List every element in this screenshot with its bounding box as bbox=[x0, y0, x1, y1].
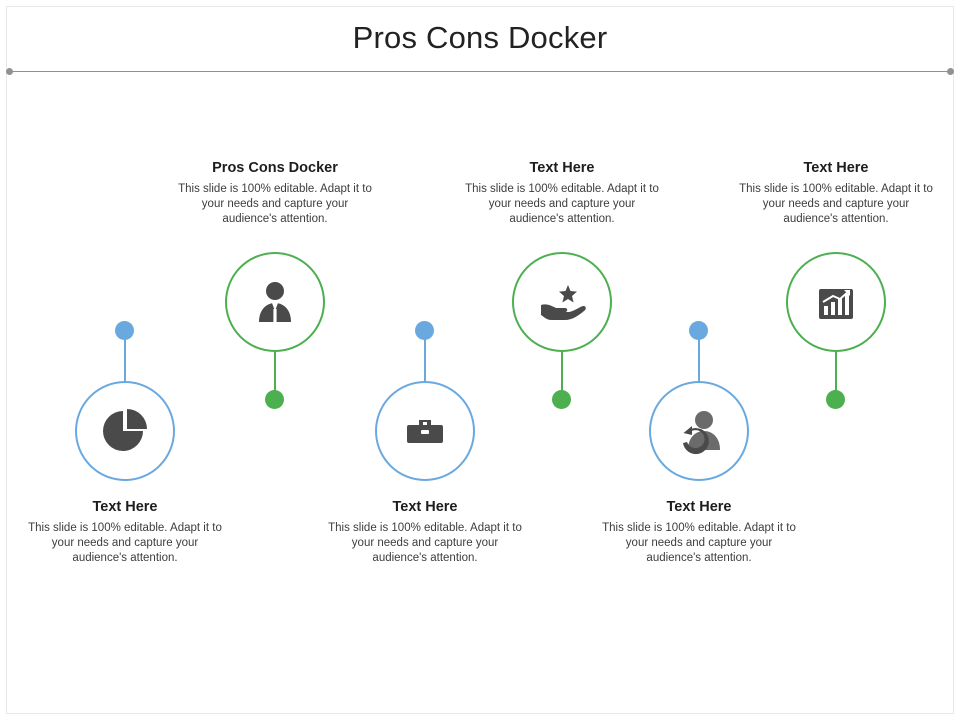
pie-chart-icon bbox=[98, 404, 152, 458]
node-4-body: This slide is 100% editable. Adapt it to your needs and capture your audience's attention. bbox=[465, 183, 659, 225]
node-1-icon-circle[interactable] bbox=[75, 381, 175, 481]
node-2-stem bbox=[274, 352, 276, 394]
node-6-body: This slide is 100% editable. Adapt it to your needs and capture your audience's attention. bbox=[739, 183, 933, 225]
node-5-stem bbox=[698, 339, 700, 381]
node-6-dot bbox=[826, 390, 845, 409]
node-6-stem bbox=[835, 352, 837, 394]
node-3-body: This slide is 100% editable. Adapt it to your needs and capture your audience's attention. bbox=[328, 522, 522, 564]
bar-chart-growth-icon bbox=[810, 276, 862, 328]
node-4-heading: Text Here bbox=[529, 160, 595, 176]
user-profile-icon bbox=[249, 276, 301, 328]
node-3-text bbox=[310, 499, 540, 566]
node-1-body: This slide is 100% editable. Adapt it to your needs and capture your audience's attention. bbox=[28, 522, 222, 564]
node-2-text bbox=[160, 160, 390, 227]
header-divider bbox=[10, 71, 950, 72]
node-3-stem bbox=[424, 339, 426, 381]
node-5-text bbox=[584, 499, 814, 566]
user-refresh-icon bbox=[672, 404, 726, 458]
node-2-heading: Pros Cons Docker bbox=[212, 160, 338, 176]
slide-border bbox=[6, 6, 954, 714]
node-6-text bbox=[721, 160, 951, 227]
node-6-heading: Text Here bbox=[803, 160, 869, 176]
node-1-text bbox=[10, 499, 240, 566]
node-1-heading: Text Here bbox=[92, 499, 158, 515]
node-2-icon-circle[interactable] bbox=[225, 252, 325, 352]
node-3-heading: Text Here bbox=[392, 499, 458, 515]
node-5-body: This slide is 100% editable. Adapt it to your needs and capture your audience's attention. bbox=[602, 522, 796, 564]
node-5-heading: Text Here bbox=[666, 499, 732, 515]
node-5-dot bbox=[689, 321, 708, 340]
hand-star-icon bbox=[535, 275, 589, 329]
node-4-dot bbox=[552, 390, 571, 409]
page-title: Pros Cons Docker bbox=[352, 20, 608, 55]
node-2-dot bbox=[265, 390, 284, 409]
node-1-stem bbox=[124, 339, 126, 381]
node-3-icon-circle[interactable] bbox=[375, 381, 475, 481]
node-4-icon-circle[interactable] bbox=[512, 252, 612, 352]
node-4-stem bbox=[561, 352, 563, 394]
node-1-dot bbox=[115, 321, 134, 340]
node-2-body: This slide is 100% editable. Adapt it to your needs and capture your audience's attention. bbox=[178, 183, 372, 225]
node-5-icon-circle[interactable] bbox=[649, 381, 749, 481]
briefcase-icon bbox=[399, 405, 451, 457]
node-4-text bbox=[447, 160, 677, 227]
node-3-dot bbox=[415, 321, 434, 340]
node-6-icon-circle[interactable] bbox=[786, 252, 886, 352]
